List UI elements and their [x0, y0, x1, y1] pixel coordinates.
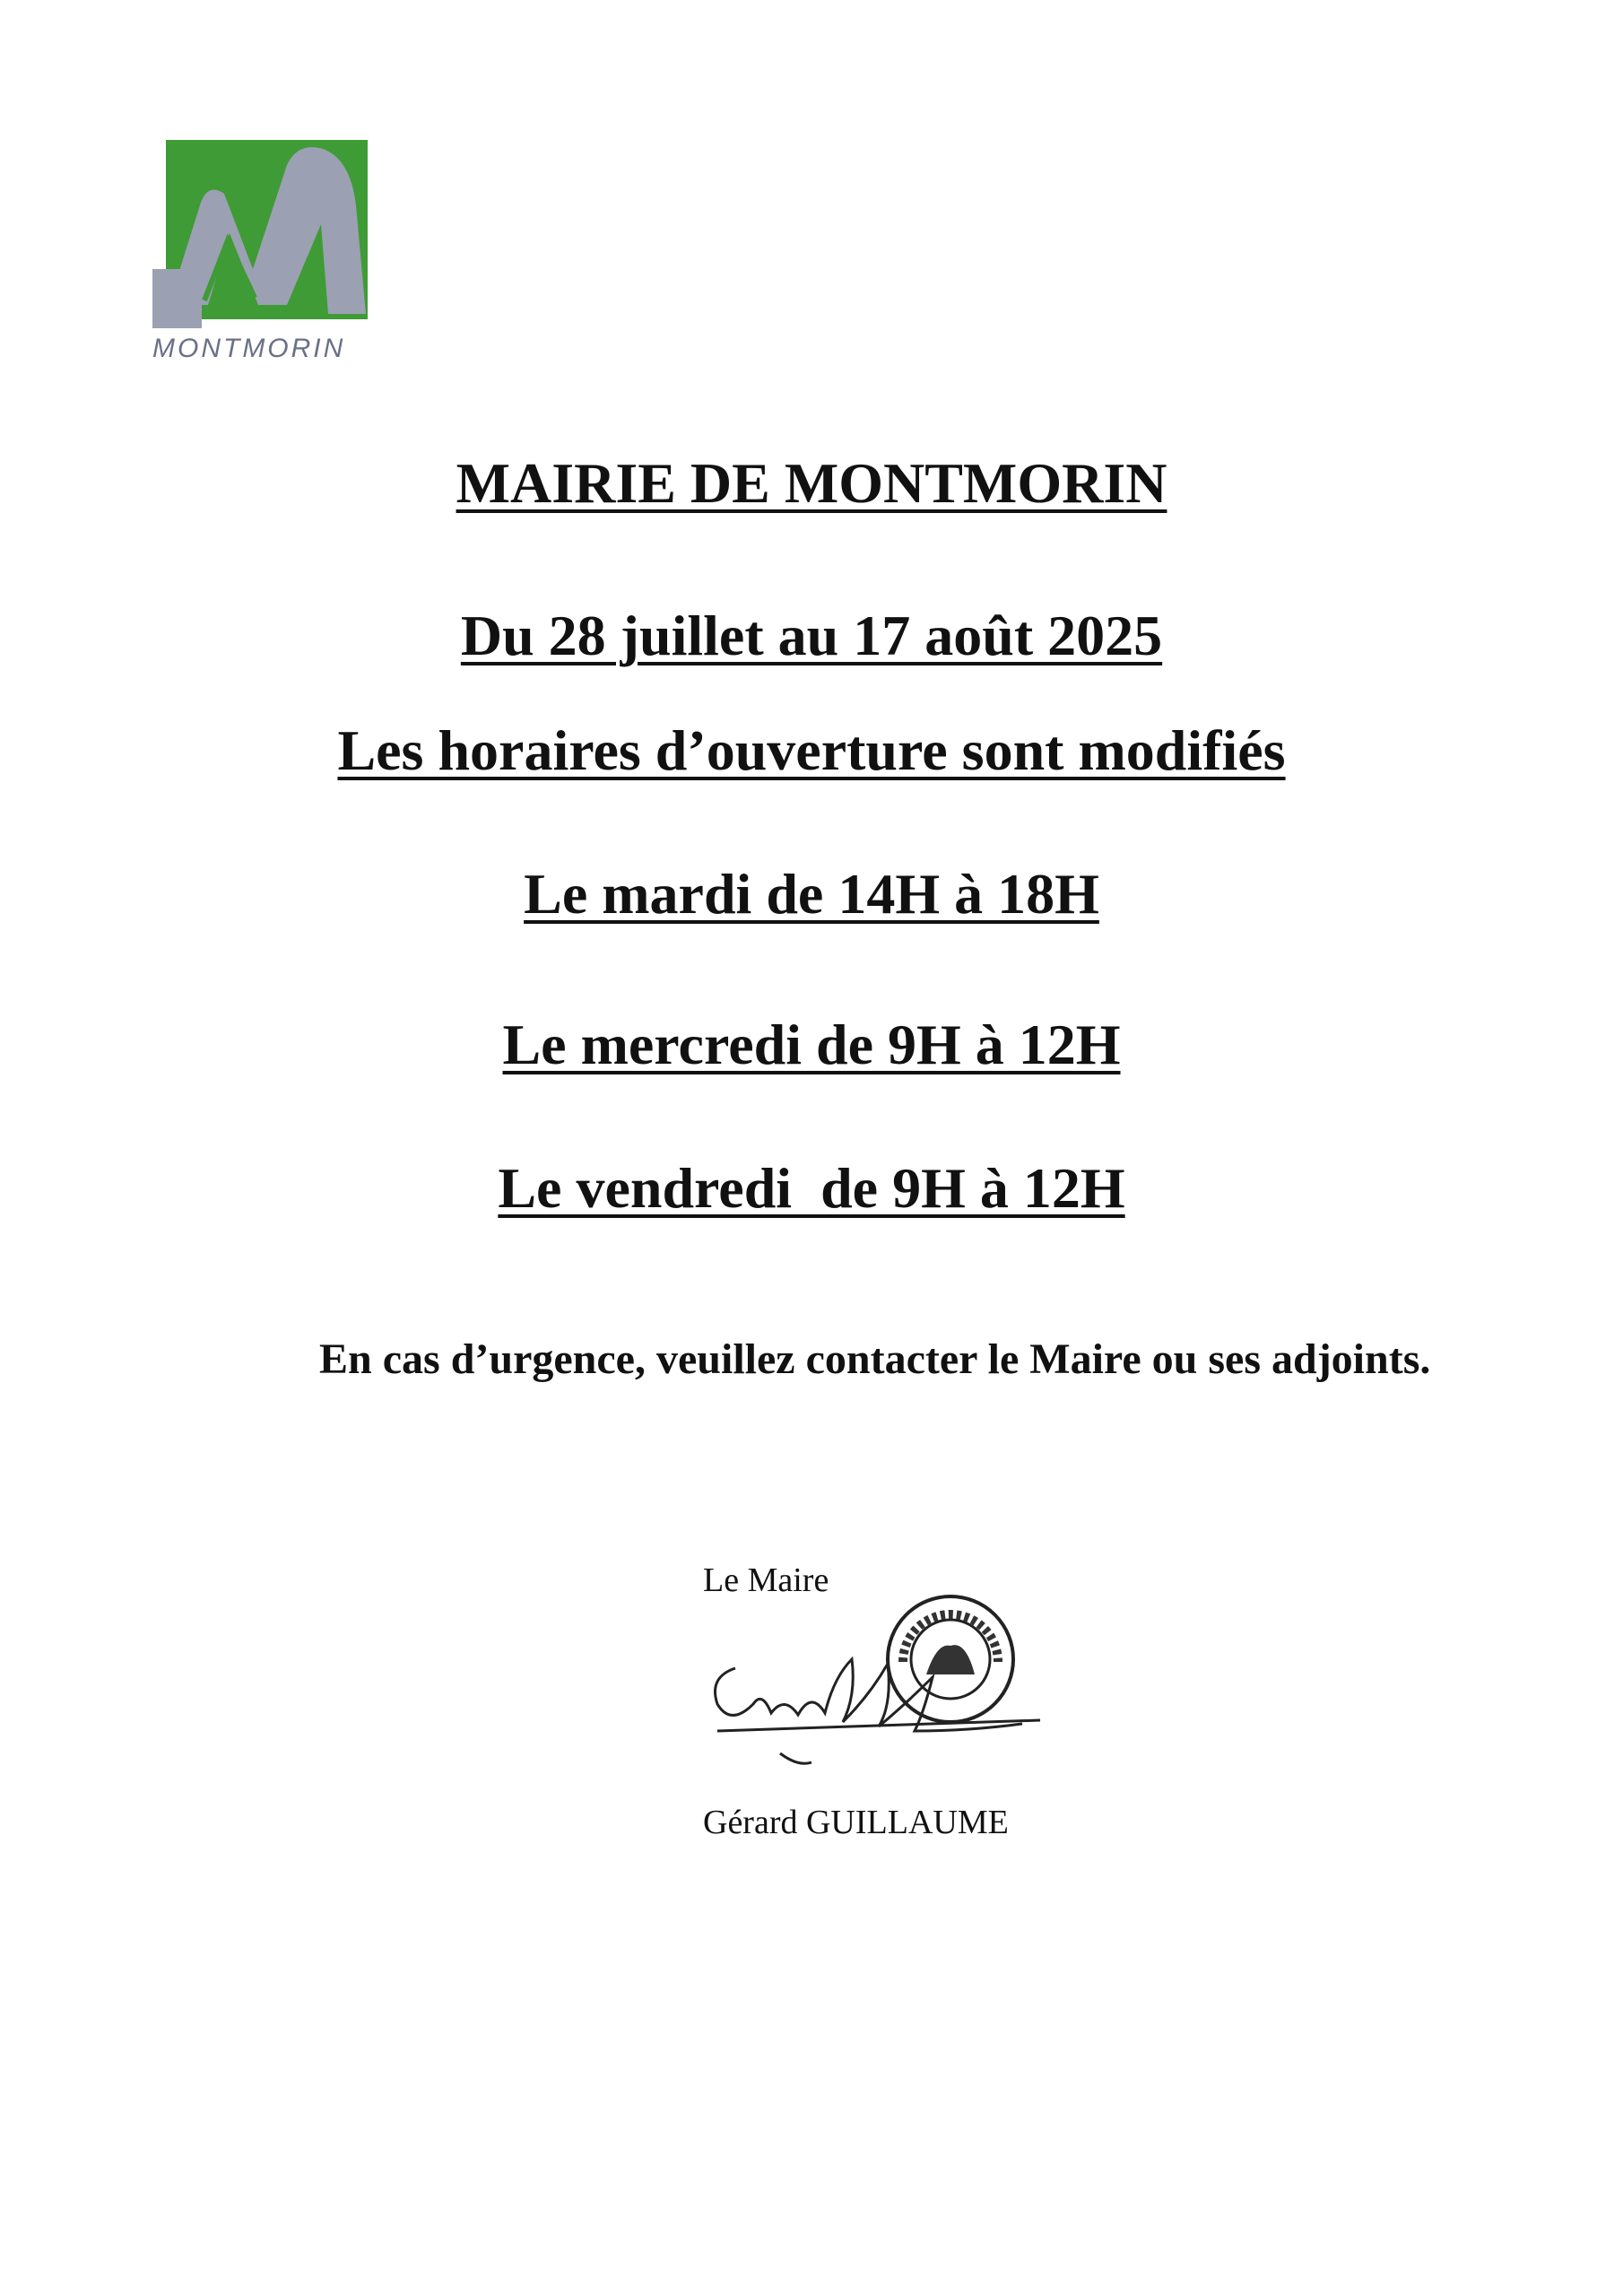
page-title: MAIRIE DE MONTMORIN	[456, 451, 1167, 515]
schedule-tuesday: Le mardi de 14H à 18H	[524, 862, 1099, 926]
signer-title: Le Maire	[703, 1561, 829, 1599]
montmorin-logo	[152, 135, 386, 368]
emergency-notice: En cas d’urgence, veuillez contacter le Maire ou ses adjoints.	[319, 1335, 1431, 1383]
subtitle: Les horaires d’ouverture sont modifiés	[337, 718, 1286, 782]
logo-wordmark: MONTMORIN	[152, 334, 346, 363]
town-hall-seal	[883, 1592, 1018, 1726]
date-range: Du 28 juillet au 17 août 2025	[460, 604, 1163, 667]
montmorin-logo-mark	[152, 135, 386, 332]
schedule-friday: Le vendredi de 9H à 12H	[498, 1156, 1125, 1220]
signer-name: Gérard GUILLAUME	[703, 1804, 1009, 1841]
schedule-wednesday: Le mercredi de 9H à 12H	[502, 1013, 1121, 1076]
